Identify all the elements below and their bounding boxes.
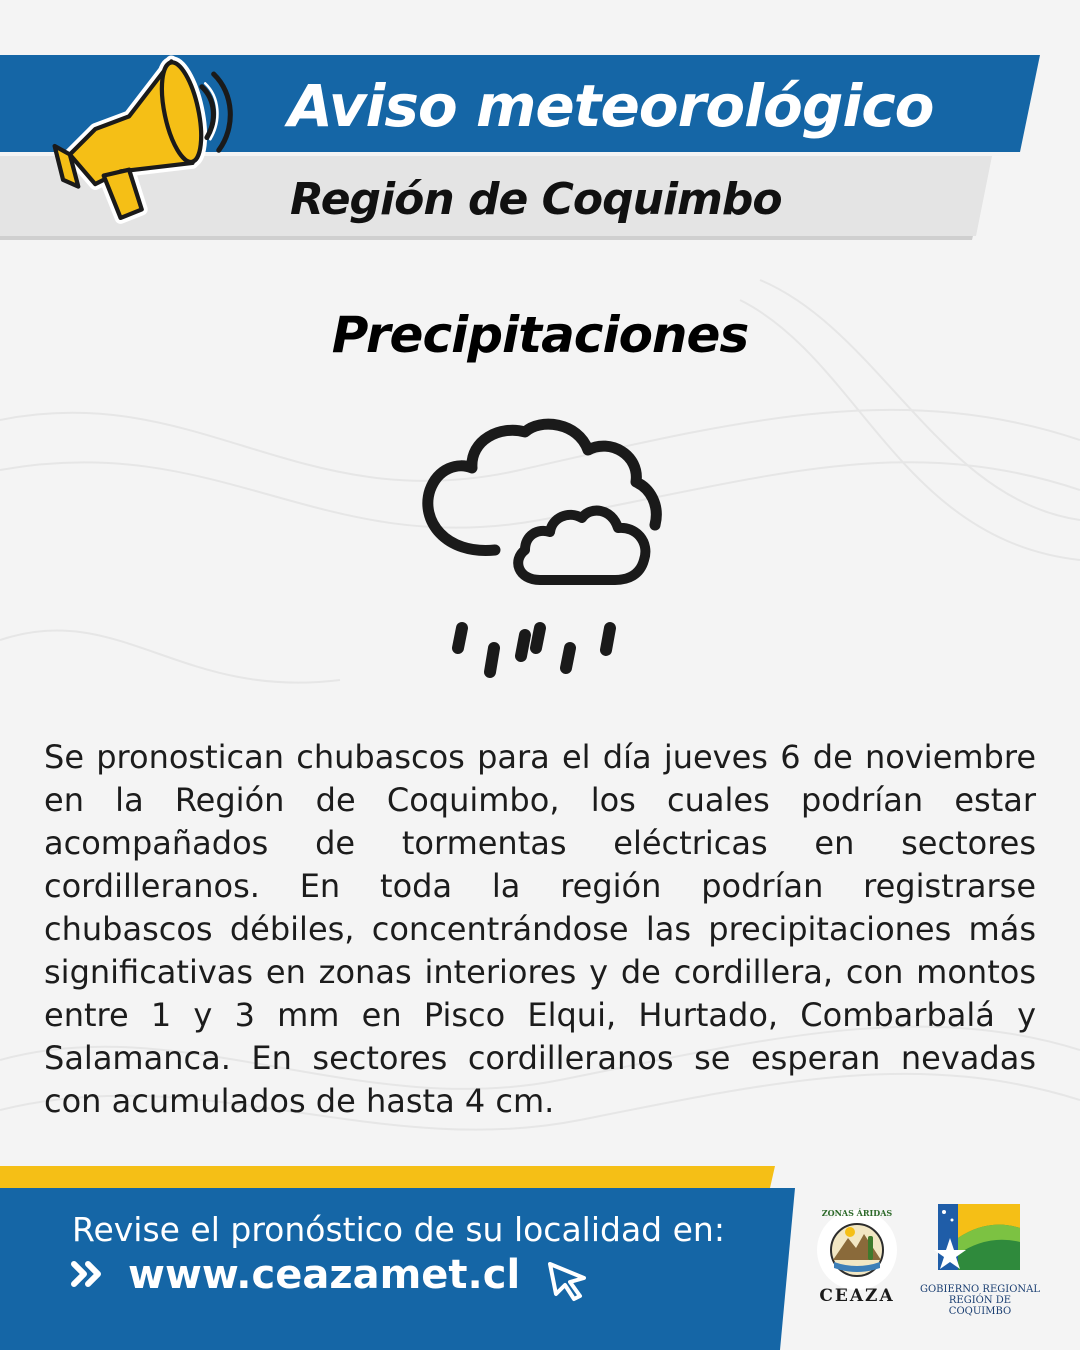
- gore-line2: REGIÓN DE COQUIMBO: [948, 1295, 1012, 1317]
- website-link[interactable]: www.ceazamet.cl: [128, 1252, 521, 1298]
- cloud-rain-icon: [400, 410, 680, 700]
- forecast-text: Se pronostican chubascos para el día jueves 6 de noviembre en la Región de Coquimbo, los cuales podrían estar acompañados de tormentas eléctricas en sectores cordilleranos. En toda la región podrían registrarse chubascos débiles, concentrándose las precipitaciones más significativas en zonas interiores y de cordillera, con montos entre 1 y 3 mm en Pisco Elqui, Hurtado, Combarbalá y Salamanca. En sectores cordilleranos se esperan nevadas con acumulados de hasta 4 cm.: [44, 738, 1036, 1120]
- ceaza-name: CEAZA: [819, 1286, 895, 1306]
- svg-text:ZONAS ÁRIDAS: ZONAS ÁRIDAS: [821, 1208, 893, 1218]
- gobierno-regional-name: [918, 1284, 1042, 1317]
- double-chevron-right-icon: [68, 1258, 108, 1290]
- gobierno-regional-logo: [928, 1198, 1032, 1284]
- megaphone-icon: [36, 36, 256, 256]
- section-title: Precipitaciones: [331, 306, 749, 364]
- gore-line1: GOBIERNO REGIONAL: [919, 1284, 1041, 1295]
- page-title: Aviso meteorológico: [288, 72, 934, 140]
- region-subtitle: Región de Coquimbo: [290, 174, 782, 225]
- footer-prompt: Revise el pronóstico de su localidad en:: [72, 1210, 725, 1249]
- cursor-icon: [544, 1258, 592, 1302]
